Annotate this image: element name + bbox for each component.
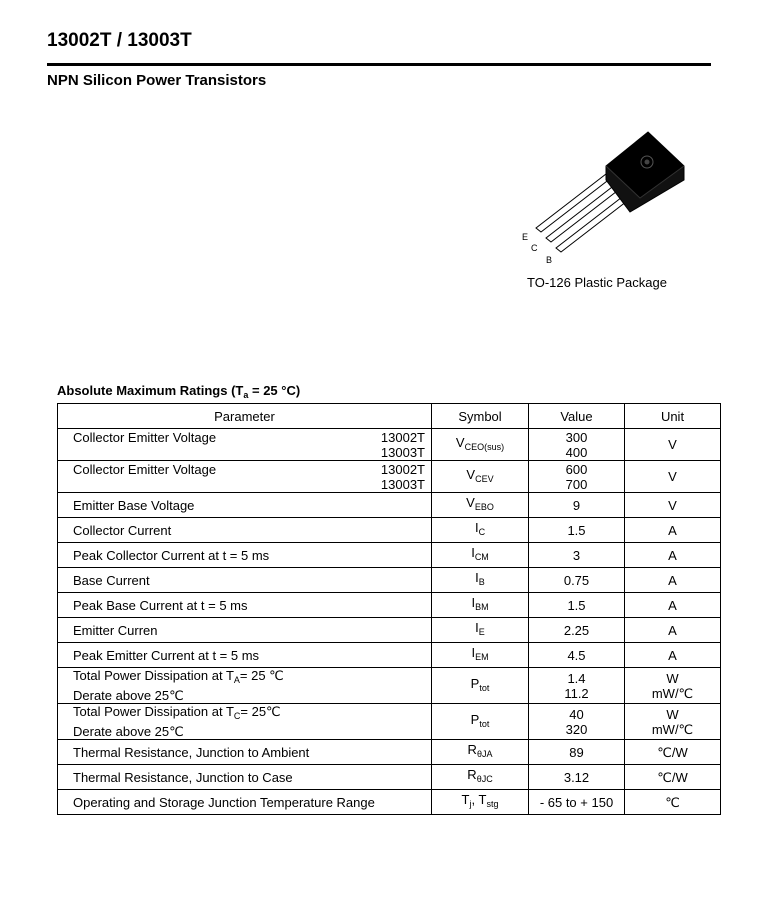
parameter-label: Collector Emitter Voltage: [73, 461, 217, 477]
header-parameter: Parameter: [58, 404, 432, 429]
ratings-title: Absolute Maximum Ratings ($T_a = 25$ °C): [57, 383, 301, 400]
table-row: [58, 543, 721, 568]
document-title: 13002T / 13003T: [47, 30, 192, 51]
table-row: [58, 593, 721, 618]
value-cell: 1.5: [529, 518, 625, 543]
value-cell: 1.5: [529, 593, 625, 618]
symbol-cell: $P_{tot}$: [432, 668, 529, 704]
value-cell: 300 400: [529, 429, 625, 461]
symbol-cell: $I_{BM}$: [432, 593, 529, 618]
table-row: [58, 461, 721, 493]
parameter-cell: [58, 790, 432, 815]
unit-cell: V: [625, 461, 721, 493]
parameter-cell: [58, 668, 432, 704]
parameter-label: Collector Emitter Voltage: [73, 429, 217, 445]
parameter-cell: [58, 493, 432, 518]
parameter-label: Peak Emitter Current at t = 5 ms: [73, 647, 260, 663]
device-label: 13002T: [380, 429, 425, 445]
parameter-cell: [58, 643, 432, 668]
parameter-label: Base Current: [73, 572, 150, 588]
pin-label-b: B: [546, 255, 553, 265]
value-cell: 1.4 11.2: [529, 668, 625, 704]
value-cell: 9: [529, 493, 625, 518]
symbol-cell: $R_{\theta JC}$: [432, 765, 529, 790]
symbol-cell: $V_{CEV}$: [432, 461, 529, 493]
pin-label-c: C: [531, 243, 538, 253]
parameter-label: Derate above 25℃: [73, 688, 184, 703]
value-cell: 4.5: [529, 643, 625, 668]
value-cell: 40 320: [529, 704, 625, 740]
table-row: [58, 643, 721, 668]
unit-cell: W mW/℃: [625, 704, 721, 740]
symbol-cell: $I_B$: [432, 568, 529, 593]
parameter-label: Total Power Dissipation at $T_A= 25$ ℃: [73, 668, 284, 685]
parameter-cell: [58, 593, 432, 618]
value-cell: 89: [529, 740, 625, 765]
pin-label-e: E: [522, 232, 529, 242]
value-cell: - 65 to + 150: [529, 790, 625, 815]
unit-cell: A: [625, 518, 721, 543]
symbol-cell: $R_{\theta JA}$: [432, 740, 529, 765]
parameter-label: Emitter Base Voltage: [73, 497, 195, 513]
unit-cell: ℃/W: [625, 740, 721, 765]
unit-cell: A: [625, 568, 721, 593]
table-row: [58, 668, 721, 704]
unit-cell: ℃: [625, 790, 721, 815]
parameter-cell: [58, 618, 432, 643]
table-row: [58, 740, 721, 765]
value-cell: 3.12: [529, 765, 625, 790]
parameter-label: Thermal Resistance, Junction to Case: [73, 769, 293, 785]
value-cell: 3: [529, 543, 625, 568]
parameter-label: Total Power Dissipation at $T_C=$ 25℃: [73, 704, 281, 721]
ratings-table: [57, 403, 721, 815]
parameter-cell: [58, 704, 432, 740]
unit-cell: A: [625, 643, 721, 668]
table-row: [58, 493, 721, 518]
unit-cell: A: [625, 593, 721, 618]
table-row: [58, 790, 721, 815]
header-row: [58, 404, 721, 429]
value-cell: 600 700: [529, 461, 625, 493]
table-row: [58, 704, 721, 740]
header-symbol: Symbol: [432, 404, 529, 429]
parameter-label: Emitter Curren: [73, 622, 158, 638]
parameter-label: Collector Current: [73, 522, 172, 538]
symbol-cell: $T_j$, $T_{stg}$: [432, 790, 529, 815]
unit-cell: W mW/℃: [625, 668, 721, 704]
parameter-cell: [58, 461, 432, 493]
table-row: [58, 518, 721, 543]
parameter-label: Thermal Resistance, Junction to Ambient: [73, 744, 310, 760]
device-label: 13002T: [380, 461, 425, 477]
value-cell: 2.25: [529, 618, 625, 643]
parameter-cell: [58, 543, 432, 568]
symbol-cell: $P_{tot}$: [432, 704, 529, 740]
header-unit: Unit: [625, 404, 721, 429]
symbol-cell: $I_E$: [432, 618, 529, 643]
parameter-label: Peak Base Current at t = 5 ms: [73, 597, 248, 613]
package-caption: TO-126 Plastic Package: [527, 275, 667, 290]
device-label: 13003T: [380, 444, 425, 460]
symbol-cell: $V_{EBO}$: [432, 493, 529, 518]
unit-cell: A: [625, 543, 721, 568]
document-subtitle: NPN Silicon Power Transistors: [47, 72, 267, 89]
table-row: [58, 568, 721, 593]
unit-cell: V: [625, 429, 721, 461]
parameter-cell: [58, 568, 432, 593]
symbol-cell: $I_C$: [432, 518, 529, 543]
to126-package-image: [510, 122, 700, 270]
symbol-cell: $I_{CM}$: [432, 543, 529, 568]
parameter-label: Operating and Storage Junction Temperature Range: [73, 794, 375, 810]
value-cell: 0.75: [529, 568, 625, 593]
table-row: [58, 765, 721, 790]
parameter-cell: [58, 740, 432, 765]
unit-cell: A: [625, 618, 721, 643]
unit-cell: ℃/W: [625, 765, 721, 790]
symbol-cell: $V_{CEO(sus)}$: [432, 429, 529, 461]
symbol-cell: $I_{EM}$: [432, 643, 529, 668]
header-value: Value: [529, 404, 625, 429]
parameter-label: Peak Collector Current at t = 5 ms: [73, 547, 270, 563]
unit-cell: V: [625, 493, 721, 518]
parameter-label: Derate above 25℃: [73, 724, 184, 739]
table-row: [58, 429, 721, 461]
title-rule: [47, 63, 711, 66]
parameter-cell: [58, 429, 432, 461]
parameter-cell: [58, 518, 432, 543]
parameter-cell: [58, 765, 432, 790]
table-row: [58, 618, 721, 643]
device-label: 13003T: [380, 476, 425, 492]
